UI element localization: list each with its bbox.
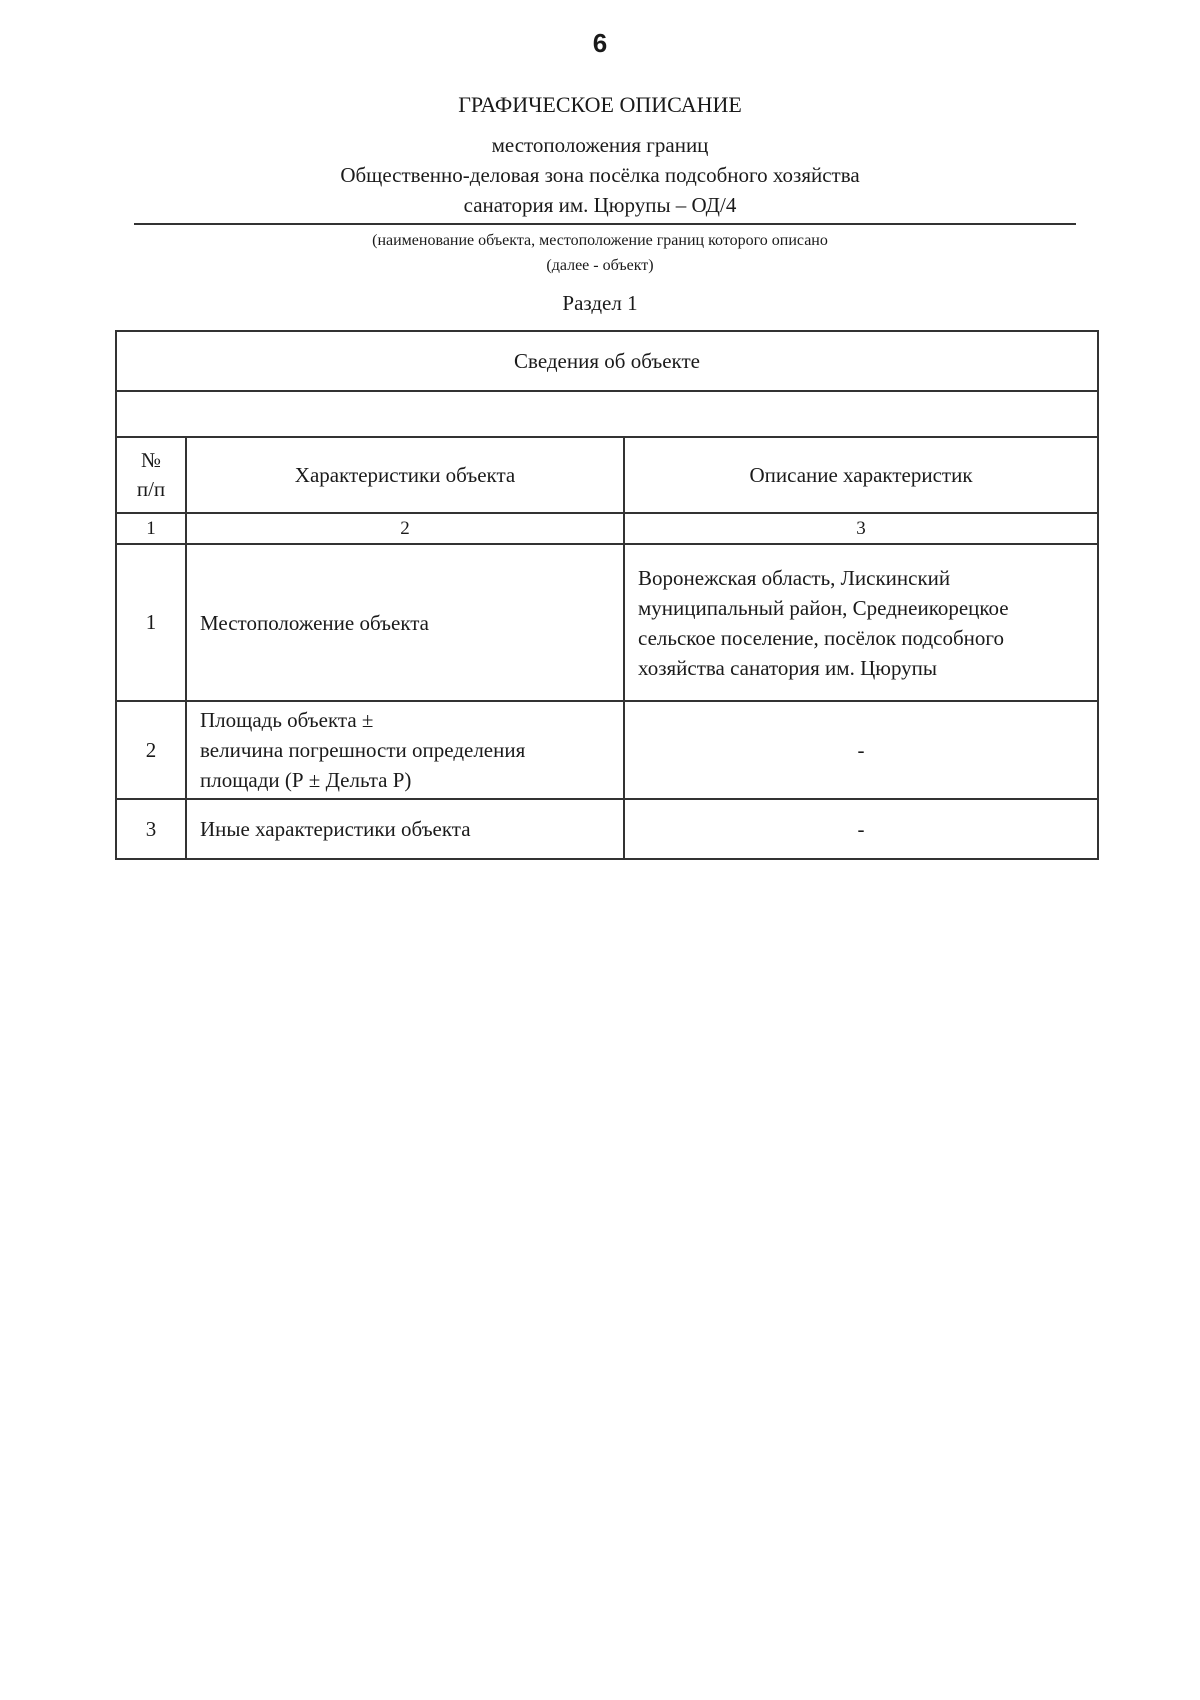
characteristic-line: Площадь объекта ± (200, 708, 374, 732)
column-number-cell: 3 (624, 513, 1098, 544)
row-description (624, 544, 1098, 701)
section-label: Раздел 1 (562, 291, 638, 315)
subtitle-line-2: Общественно-деловая зона посёлка подсобного хозяйства (340, 163, 860, 187)
table-heading: Сведения об объекте (116, 331, 1098, 391)
column-header-num-line-2: п/п (136, 477, 166, 501)
table-column-number-row (116, 513, 1098, 544)
column-header-num-line-1: № (140, 448, 162, 472)
subtitle-block (0, 130, 1200, 220)
title-underline (134, 223, 1076, 225)
description-line: сельское поселение, посёлок подсобного (638, 625, 1004, 650)
column-header-num (116, 437, 186, 513)
table-column-header-row (116, 437, 1098, 513)
row-number: 1 (116, 544, 186, 701)
row-characteristic: Иные характеристики объекта (186, 799, 624, 859)
description-line: хозяйства санатория им. Цюрупы (638, 655, 938, 680)
column-header-characteristics: Характеристики объекта (186, 437, 624, 513)
characteristic-line: площади (Р ± Дельта Р) (200, 768, 412, 792)
column-number-cell: 1 (116, 513, 186, 544)
caption-block (0, 228, 1200, 278)
column-number-cell: 2 (186, 513, 624, 544)
characteristic-line: величина погрешности определения (200, 738, 526, 762)
table-row (116, 544, 1098, 701)
empty-cell (116, 391, 1098, 437)
column-header-description: Описание характеристик (624, 437, 1098, 513)
description-line: муниципальный район, Среднеикорецкое (638, 595, 1009, 620)
row-characteristic: Местоположение объекта (186, 544, 624, 701)
caption-line-1: (наименование объекта, местоположение границ которого описано (372, 232, 828, 249)
row-number: 3 (116, 799, 186, 859)
row-description: - (624, 799, 1098, 859)
table-row (116, 701, 1098, 799)
row-characteristic (186, 701, 624, 799)
row-number: 2 (116, 701, 186, 799)
table-row (116, 799, 1098, 859)
subtitle-line-3: санатория им. Цюрупы – ОД/4 (463, 193, 737, 217)
page-number: 6 (592, 28, 608, 58)
object-info-table (115, 330, 1099, 860)
row-description: - (624, 701, 1098, 799)
document-title: ГРАФИЧЕСКОЕ ОПИСАНИЕ (458, 92, 742, 117)
table-heading-row (116, 331, 1098, 391)
subtitle-line-1: местоположения границ (491, 133, 709, 157)
description-line: Воронежская область, Лискинский (638, 565, 951, 590)
caption-line-2: (далее - объект) (546, 257, 654, 274)
table-empty-row (116, 391, 1098, 437)
